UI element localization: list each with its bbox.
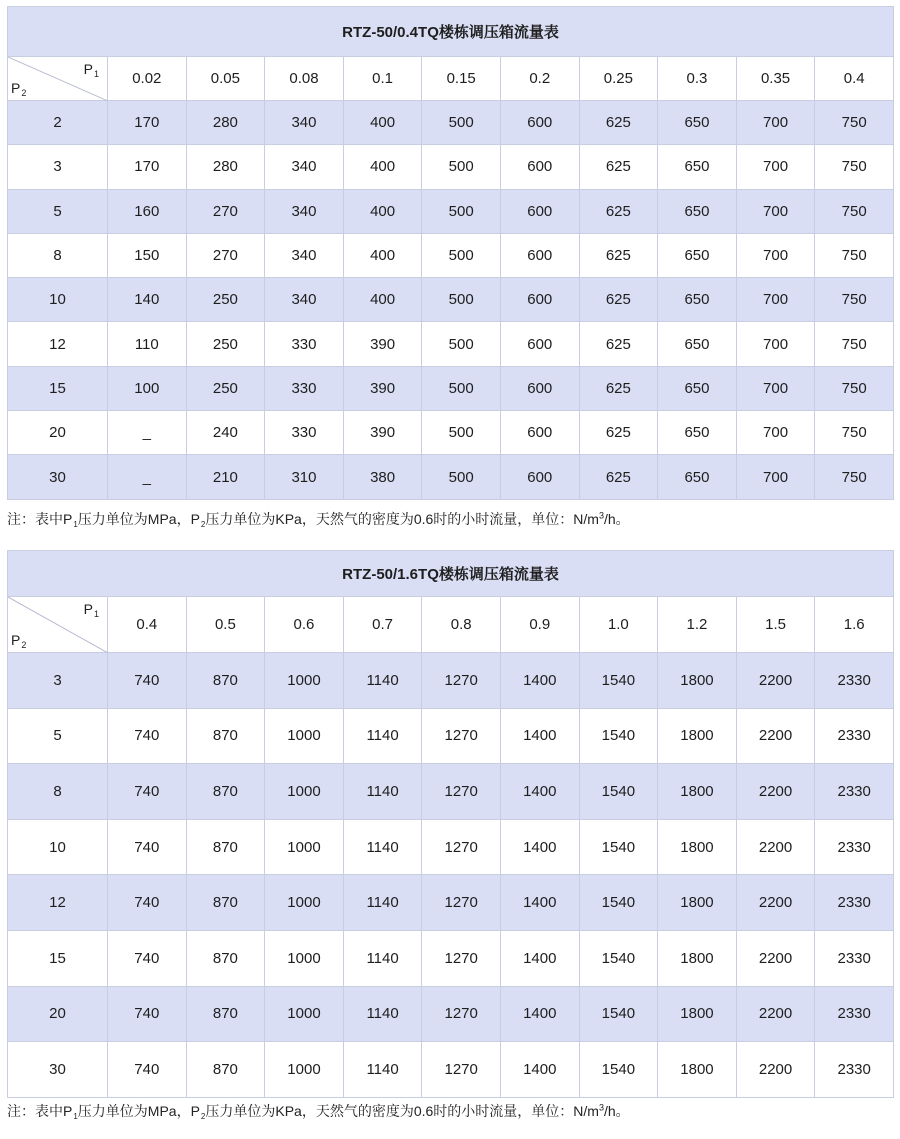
flow-value-cell: 250 <box>186 322 265 366</box>
p2-value-cell: 12 <box>8 875 108 931</box>
diagonal-header-cell <box>8 597 108 653</box>
column-header: 0.02 <box>108 57 187 101</box>
flow-value-cell: 625 <box>579 101 658 145</box>
flow-value-cell: 2200 <box>736 875 815 931</box>
flow-value-cell: 870 <box>186 819 265 875</box>
flow-value-cell: 240 <box>186 411 265 455</box>
flow-value-cell: 740 <box>108 653 187 709</box>
table-row <box>8 366 894 410</box>
p2-label: $P_2$ <box>11 632 27 650</box>
flow-value-cell: 1140 <box>343 653 422 709</box>
flow-value-cell: 870 <box>186 653 265 709</box>
flow-table-block-1 <box>7 6 893 500</box>
flow-value-cell: 1270 <box>422 986 501 1042</box>
flow-value-cell: 100 <box>108 366 187 410</box>
flow-value-cell: 1000 <box>265 986 344 1042</box>
flow-value-cell: 1140 <box>343 986 422 1042</box>
column-header: 0.5 <box>186 597 265 653</box>
flow-value-cell: 1540 <box>579 875 658 931</box>
flow-value-cell: 110 <box>108 322 187 366</box>
flow-value-cell: 2330 <box>815 930 894 986</box>
p2-value-cell: 3 <box>8 653 108 709</box>
flow-value-cell: 750 <box>815 455 894 499</box>
flow-value-cell: 500 <box>422 455 501 499</box>
flow-value-cell: 140 <box>108 278 187 322</box>
flow-table-1 <box>7 6 894 500</box>
flow-value-cell: 1270 <box>422 819 501 875</box>
flow-value-cell: 2330 <box>815 819 894 875</box>
flow-value-cell: 150 <box>108 233 187 277</box>
p2-value-cell: 8 <box>8 233 108 277</box>
column-header: 0.4 <box>815 57 894 101</box>
column-header: 0.3 <box>658 57 737 101</box>
column-header: 1.6 <box>815 597 894 653</box>
flow-value-cell: 390 <box>343 322 422 366</box>
flow-value-cell: 700 <box>736 278 815 322</box>
flow-value-cell: 650 <box>658 322 737 366</box>
flow-value-cell: 600 <box>500 145 579 189</box>
flow-value-cell: 600 <box>500 366 579 410</box>
flow-value-cell: 160 <box>108 189 187 233</box>
flow-value-cell: _ <box>108 411 187 455</box>
flow-value-cell: 1000 <box>265 1042 344 1098</box>
flow-value-cell: 1270 <box>422 1042 501 1098</box>
flow-value-cell: 250 <box>186 366 265 410</box>
flow-value-cell: 500 <box>422 366 501 410</box>
flow-value-cell: 625 <box>579 455 658 499</box>
flow-value-cell: 650 <box>658 233 737 277</box>
flow-value-cell: 600 <box>500 455 579 499</box>
flow-value-cell: 740 <box>108 764 187 820</box>
column-header: 1.5 <box>736 597 815 653</box>
flow-value-cell: 1270 <box>422 764 501 820</box>
flow-value-cell: 650 <box>658 411 737 455</box>
flow-table-2 <box>7 550 894 1098</box>
column-header: 0.6 <box>265 597 344 653</box>
table-row <box>8 145 894 189</box>
column-header: 0.2 <box>500 57 579 101</box>
flow-value-cell: 1400 <box>500 1042 579 1098</box>
flow-value-cell: 1000 <box>265 708 344 764</box>
flow-value-cell: 2330 <box>815 875 894 931</box>
flow-value-cell: 870 <box>186 708 265 764</box>
table-row <box>8 764 894 820</box>
p2-value-cell: 10 <box>8 819 108 875</box>
column-header: 0.08 <box>265 57 344 101</box>
flow-value-cell: 1000 <box>265 653 344 709</box>
flow-value-cell: 500 <box>422 233 501 277</box>
flow-value-cell: 1800 <box>658 653 737 709</box>
flow-value-cell: 650 <box>658 366 737 410</box>
flow-value-cell: 870 <box>186 1042 265 1098</box>
flow-value-cell: 1400 <box>500 653 579 709</box>
p2-value-cell: 30 <box>8 455 108 499</box>
table-row <box>8 101 894 145</box>
flow-value-cell: 330 <box>265 366 344 410</box>
flow-value-cell: 280 <box>186 101 265 145</box>
p1-label: $P_1$ <box>83 601 99 619</box>
flow-value-cell: 650 <box>658 455 737 499</box>
table-row <box>8 233 894 277</box>
flow-value-cell: 740 <box>108 819 187 875</box>
flow-value-cell: 625 <box>579 145 658 189</box>
p1-label: $P_1$ <box>83 61 99 79</box>
table-title: RTZ-50/0.4TQ楼栋调压箱流量表 <box>8 7 894 57</box>
flow-value-cell: 270 <box>186 189 265 233</box>
flow-value-cell: 600 <box>500 233 579 277</box>
flow-value-cell: 870 <box>186 986 265 1042</box>
flow-value-cell: 700 <box>736 101 815 145</box>
flow-value-cell: 400 <box>343 278 422 322</box>
flow-value-cell: 1400 <box>500 708 579 764</box>
flow-table-block-2 <box>7 550 893 1098</box>
flow-value-cell: 2200 <box>736 708 815 764</box>
flow-value-cell: 870 <box>186 930 265 986</box>
flow-value-cell: 1540 <box>579 653 658 709</box>
flow-value-cell: 2200 <box>736 986 815 1042</box>
flow-value-cell: 750 <box>815 366 894 410</box>
flow-value-cell: 750 <box>815 322 894 366</box>
flow-value-cell: 1800 <box>658 986 737 1042</box>
p2-value-cell: 8 <box>8 764 108 820</box>
flow-value-cell: 750 <box>815 101 894 145</box>
flow-value-cell: 210 <box>186 455 265 499</box>
p2-value-cell: 3 <box>8 145 108 189</box>
flow-value-cell: 500 <box>422 411 501 455</box>
flow-value-cell: 2200 <box>736 819 815 875</box>
flow-value-cell: 750 <box>815 233 894 277</box>
flow-value-cell: 250 <box>186 278 265 322</box>
table-note-1: 注：表中$P_1$压力单位为MPa，$P_2$压力单位为KPa，天然气的密度为0.6时的小时流量，单位：$N/m^3/h$。 <box>7 510 630 529</box>
table-row <box>8 819 894 875</box>
p2-value-cell: 15 <box>8 930 108 986</box>
flow-value-cell: 400 <box>343 233 422 277</box>
flow-value-cell: 600 <box>500 278 579 322</box>
flow-value-cell: 1140 <box>343 819 422 875</box>
flow-value-cell: 600 <box>500 411 579 455</box>
table-row <box>8 411 894 455</box>
flow-value-cell: 625 <box>579 189 658 233</box>
flow-value-cell: 310 <box>265 455 344 499</box>
flow-value-cell: 1800 <box>658 875 737 931</box>
flow-value-cell: 1140 <box>343 875 422 931</box>
p2-value-cell: 20 <box>8 986 108 1042</box>
flow-value-cell: 1400 <box>500 819 579 875</box>
flow-value-cell: 700 <box>736 455 815 499</box>
flow-value-cell: 1140 <box>343 764 422 820</box>
flow-value-cell: 600 <box>500 101 579 145</box>
flow-value-cell: 1800 <box>658 764 737 820</box>
flow-value-cell: 740 <box>108 986 187 1042</box>
flow-value-cell: 1000 <box>265 819 344 875</box>
flow-value-cell: 280 <box>186 145 265 189</box>
flow-value-cell: 1400 <box>500 875 579 931</box>
flow-value-cell: 500 <box>422 145 501 189</box>
flow-value-cell: 500 <box>422 322 501 366</box>
flow-value-cell: 1540 <box>579 819 658 875</box>
flow-value-cell: 1270 <box>422 653 501 709</box>
flow-value-cell: 650 <box>658 101 737 145</box>
flow-value-cell: 1800 <box>658 1042 737 1098</box>
flow-value-cell: 700 <box>736 411 815 455</box>
flow-value-cell: 390 <box>343 366 422 410</box>
flow-value-cell: 2330 <box>815 764 894 820</box>
column-header: 0.4 <box>108 597 187 653</box>
flow-value-cell: 740 <box>108 708 187 764</box>
flow-value-cell: 2200 <box>736 764 815 820</box>
flow-value-cell: 700 <box>736 322 815 366</box>
flow-value-cell: 1270 <box>422 708 501 764</box>
flow-value-cell: 750 <box>815 145 894 189</box>
flow-value-cell: 1400 <box>500 764 579 820</box>
flow-value-cell: 1540 <box>579 930 658 986</box>
flow-value-cell: 700 <box>736 189 815 233</box>
table-row <box>8 930 894 986</box>
flow-value-cell: 1800 <box>658 819 737 875</box>
flow-value-cell: 750 <box>815 411 894 455</box>
flow-value-cell: 400 <box>343 145 422 189</box>
flow-value-cell: 1270 <box>422 930 501 986</box>
flow-value-cell: 2330 <box>815 986 894 1042</box>
flow-value-cell: 1540 <box>579 1042 658 1098</box>
flow-value-cell: 650 <box>658 145 737 189</box>
table-row <box>8 278 894 322</box>
flow-value-cell: 625 <box>579 322 658 366</box>
column-header: 0.8 <box>422 597 501 653</box>
flow-value-cell: 340 <box>265 189 344 233</box>
flow-value-cell: 600 <box>500 189 579 233</box>
flow-value-cell: 740 <box>108 1042 187 1098</box>
flow-value-cell: 500 <box>422 101 501 145</box>
p2-value-cell: 2 <box>8 101 108 145</box>
p2-value-cell: 20 <box>8 411 108 455</box>
p2-label: $P_2$ <box>11 80 27 98</box>
flow-value-cell: 1140 <box>343 1042 422 1098</box>
flow-value-cell: 2330 <box>815 1042 894 1098</box>
flow-value-cell: 390 <box>343 411 422 455</box>
column-header: 0.15 <box>422 57 501 101</box>
flow-value-cell: 170 <box>108 101 187 145</box>
flow-value-cell: _ <box>108 455 187 499</box>
flow-value-cell: 270 <box>186 233 265 277</box>
column-header: 1.0 <box>579 597 658 653</box>
flow-value-cell: 1540 <box>579 708 658 764</box>
flow-value-cell: 1140 <box>343 708 422 764</box>
flow-value-cell: 2200 <box>736 653 815 709</box>
table-row <box>8 322 894 366</box>
flow-value-cell: 625 <box>579 278 658 322</box>
flow-value-cell: 625 <box>579 233 658 277</box>
column-header: 0.35 <box>736 57 815 101</box>
flow-value-cell: 500 <box>422 278 501 322</box>
flow-value-cell: 1540 <box>579 986 658 1042</box>
diagonal-header-cell <box>8 57 108 101</box>
flow-value-cell: 700 <box>736 145 815 189</box>
table-row <box>8 986 894 1042</box>
column-header: 0.25 <box>579 57 658 101</box>
p2-value-cell: 15 <box>8 366 108 410</box>
table-row <box>8 1042 894 1098</box>
flow-value-cell: 650 <box>658 278 737 322</box>
flow-value-cell: 625 <box>579 366 658 410</box>
column-header: 0.1 <box>343 57 422 101</box>
flow-value-cell: 2330 <box>815 708 894 764</box>
table-row <box>8 189 894 233</box>
flow-value-cell: 330 <box>265 322 344 366</box>
flow-value-cell: 650 <box>658 189 737 233</box>
flow-value-cell: 1270 <box>422 875 501 931</box>
flow-value-cell: 1400 <box>500 986 579 1042</box>
p2-value-cell: 12 <box>8 322 108 366</box>
flow-value-cell: 1800 <box>658 930 737 986</box>
flow-value-cell: 740 <box>108 930 187 986</box>
flow-value-cell: 625 <box>579 411 658 455</box>
flow-value-cell: 330 <box>265 411 344 455</box>
flow-value-cell: 700 <box>736 233 815 277</box>
flow-value-cell: 700 <box>736 366 815 410</box>
flow-value-cell: 750 <box>815 278 894 322</box>
column-header: 1.2 <box>658 597 737 653</box>
flow-value-cell: 170 <box>108 145 187 189</box>
table-row <box>8 653 894 709</box>
table-row <box>8 708 894 764</box>
flow-value-cell: 1000 <box>265 875 344 931</box>
p2-value-cell: 5 <box>8 189 108 233</box>
p2-value-cell: 30 <box>8 1042 108 1098</box>
column-header: 0.05 <box>186 57 265 101</box>
flow-value-cell: 870 <box>186 764 265 820</box>
flow-value-cell: 1140 <box>343 930 422 986</box>
header-row <box>8 57 894 101</box>
column-header: 0.9 <box>500 597 579 653</box>
flow-value-cell: 340 <box>265 278 344 322</box>
p2-value-cell: 10 <box>8 278 108 322</box>
flow-value-cell: 1400 <box>500 930 579 986</box>
flow-value-cell: 500 <box>422 189 501 233</box>
flow-value-cell: 340 <box>265 233 344 277</box>
flow-value-cell: 600 <box>500 322 579 366</box>
flow-value-cell: 1800 <box>658 708 737 764</box>
flow-value-cell: 2200 <box>736 1042 815 1098</box>
flow-value-cell: 340 <box>265 145 344 189</box>
flow-value-cell: 2200 <box>736 930 815 986</box>
flow-value-cell: 400 <box>343 101 422 145</box>
table-title: RTZ-50/1.6TQ楼栋调压箱流量表 <box>8 551 894 597</box>
table-note-2: 注：表中$P_1$压力单位为MPa，$P_2$压力单位为KPa，天然气的密度为0.6时的小时流量，单位：$N/m^3/h$。 <box>7 1102 630 1121</box>
p2-value-cell: 5 <box>8 708 108 764</box>
flow-value-cell: 340 <box>265 101 344 145</box>
header-row <box>8 597 894 653</box>
table-row <box>8 455 894 499</box>
column-header: 0.7 <box>343 597 422 653</box>
flow-value-cell: 400 <box>343 189 422 233</box>
flow-value-cell: 1000 <box>265 930 344 986</box>
flow-value-cell: 750 <box>815 189 894 233</box>
flow-value-cell: 380 <box>343 455 422 499</box>
table-row <box>8 875 894 931</box>
flow-value-cell: 1540 <box>579 764 658 820</box>
flow-value-cell: 2330 <box>815 653 894 709</box>
flow-value-cell: 1000 <box>265 764 344 820</box>
flow-value-cell: 870 <box>186 875 265 931</box>
flow-value-cell: 740 <box>108 875 187 931</box>
